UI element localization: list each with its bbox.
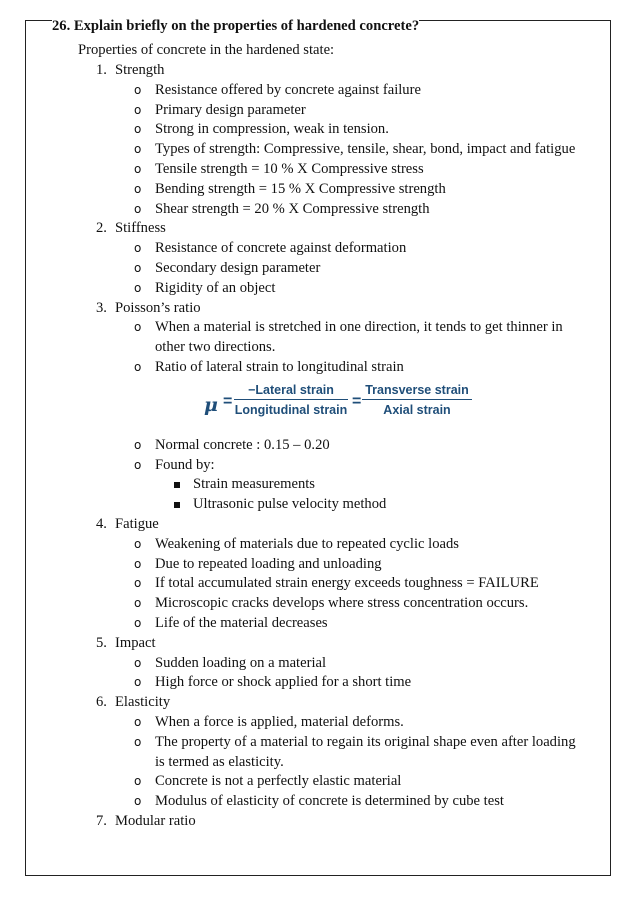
sub-list	[0, 654, 638, 694]
sub-list	[0, 713, 638, 812]
fraction-denominator: Axial strain	[383, 402, 451, 417]
property-title: Impact	[115, 634, 156, 651]
circle-bullet-icon: o	[134, 457, 142, 472]
circle-bullet-icon: o	[134, 241, 142, 256]
property-number: 3.	[96, 299, 107, 316]
property-number: 4.	[96, 515, 107, 532]
property-title: Stiffness	[115, 220, 166, 237]
circle-bullet-icon: o	[134, 437, 142, 452]
circle-bullet-icon: o	[134, 161, 142, 176]
circle-bullet-icon: o	[134, 774, 142, 789]
list-item: o High force or shock applied for a short time	[0, 673, 638, 693]
formula-equals: =	[352, 392, 362, 410]
property-modular-ratio	[0, 812, 638, 832]
list-item: o Strong in compression, weak in tension.	[0, 120, 638, 140]
property-strength	[0, 61, 638, 219]
circle-bullet-icon: o	[134, 615, 142, 630]
property-number: 5.	[96, 634, 107, 651]
sub-list	[0, 239, 638, 298]
property-impact	[0, 634, 638, 693]
list-item: o Rigidity of an object	[0, 279, 638, 299]
list-item: o Sudden loading on a material	[0, 654, 638, 674]
list-item: o If total accumulated strain energy exceeds toughness = FAILURE	[0, 574, 638, 594]
property-title: Fatigue	[115, 515, 159, 532]
list-item: o Bending strength = 15 % X Compressive strength	[0, 180, 638, 200]
square-bullet-icon	[174, 502, 180, 508]
properties-list	[0, 61, 638, 832]
list-item: o When a material is stretched in one direction, it tends to get thinner in other two directions.	[134, 319, 563, 356]
circle-bullet-icon: o	[134, 280, 142, 295]
property-poissons-ratio	[0, 299, 638, 515]
circle-bullet-icon: o	[134, 122, 142, 137]
fraction-numerator: Transverse strain	[362, 382, 472, 400]
list-item: o Found by: Strain measurements Ultrasonic pulse velocity method	[0, 456, 638, 515]
list-item: Ultrasonic pulse velocity method	[0, 495, 588, 515]
circle-bullet-icon: o	[134, 675, 142, 690]
sub-list	[0, 81, 638, 220]
property-title: Elasticity	[115, 694, 171, 711]
circle-bullet-icon: o	[134, 102, 142, 117]
circle-bullet-icon: o	[134, 596, 142, 611]
list-item: o Shear strength = 20 % X Compressive strength	[0, 200, 638, 220]
property-elasticity	[0, 693, 638, 812]
list-item: o Secondary design parameter	[0, 259, 638, 279]
list-item: o Resistance of concrete against deformation	[0, 239, 638, 259]
circle-bullet-icon: o	[134, 320, 142, 335]
circle-bullet-icon: o	[134, 359, 142, 374]
circle-bullet-icon: o	[134, 714, 142, 729]
list-item: o Weakening of materials due to repeated cyclic loads	[0, 535, 638, 555]
property-stiffness	[0, 219, 638, 298]
list-item: o Modulus of elasticity of concrete is determined by cube test	[0, 792, 638, 812]
list-item: o Concrete is not a perfectly elastic material	[0, 772, 638, 792]
circle-bullet-icon: o	[134, 556, 142, 571]
list-item: o Tensile strength = 10 % X Compressive stress	[0, 160, 638, 180]
sub-list	[0, 436, 638, 515]
circle-bullet-icon: o	[134, 201, 142, 216]
circle-bullet-icon: o	[134, 260, 142, 275]
list-item: o Normal concrete : 0.15 – 0.20	[0, 436, 638, 456]
question-heading: 26. Explain briefly on the properties of hardened concrete?	[52, 18, 420, 34]
circle-bullet-icon: o	[134, 82, 142, 97]
circle-bullet-icon: o	[134, 655, 142, 670]
list-item: o Life of the material decreases	[0, 614, 638, 634]
property-title: Strength	[115, 62, 165, 78]
list-item: o Resistance offered by concrete against failure	[0, 81, 638, 101]
circle-bullet-icon: o	[134, 734, 142, 749]
property-number: 6.	[96, 694, 107, 711]
found-by-list	[0, 475, 588, 515]
fraction-numerator: −Lateral strain	[234, 382, 348, 400]
list-item: o When a force is applied, material deforms.	[0, 713, 638, 733]
poissons-ratio-formula	[0, 378, 638, 436]
formula-equals: =	[223, 392, 233, 410]
sub-list	[0, 535, 638, 634]
circle-bullet-icon: o	[134, 181, 142, 196]
property-fatigue	[0, 515, 638, 634]
list-item: o Due to repeated loading and unloading	[0, 555, 638, 575]
list-item: o Types of strength: Compressive, tensile, shear, bond, impact and fatigue	[0, 140, 638, 160]
list-item: o Primary design parameter	[0, 101, 638, 121]
list-item: Strain measurements	[0, 475, 588, 495]
circle-bullet-icon: o	[134, 794, 142, 809]
sub-list	[0, 318, 638, 377]
list-item: o Microscopic cracks develops where stress concentration occurs.	[0, 594, 638, 614]
fraction-denominator: Longitudinal strain	[234, 402, 348, 417]
list-item: o The property of a material to regain its original shape even after loading is termed as elasticity.	[134, 733, 576, 770]
property-number: 2.	[96, 220, 107, 237]
property-number: 7.	[96, 812, 107, 829]
property-number: 1.	[96, 62, 107, 78]
circle-bullet-icon: o	[134, 576, 142, 591]
property-title: Modular ratio	[115, 812, 196, 829]
square-bullet-icon	[174, 482, 180, 488]
circle-bullet-icon: o	[134, 142, 142, 157]
formula-symbol: μ	[204, 393, 218, 416]
list-item: o Ratio of lateral strain to longitudinal strain	[0, 358, 638, 378]
fraction-lateral-longitudinal	[234, 382, 348, 418]
intro-text: Properties of concrete in the hardened state:	[78, 42, 335, 58]
fraction-transverse-axial	[362, 382, 472, 418]
property-title: Poisson’s ratio	[115, 299, 201, 316]
circle-bullet-icon: o	[134, 536, 142, 551]
